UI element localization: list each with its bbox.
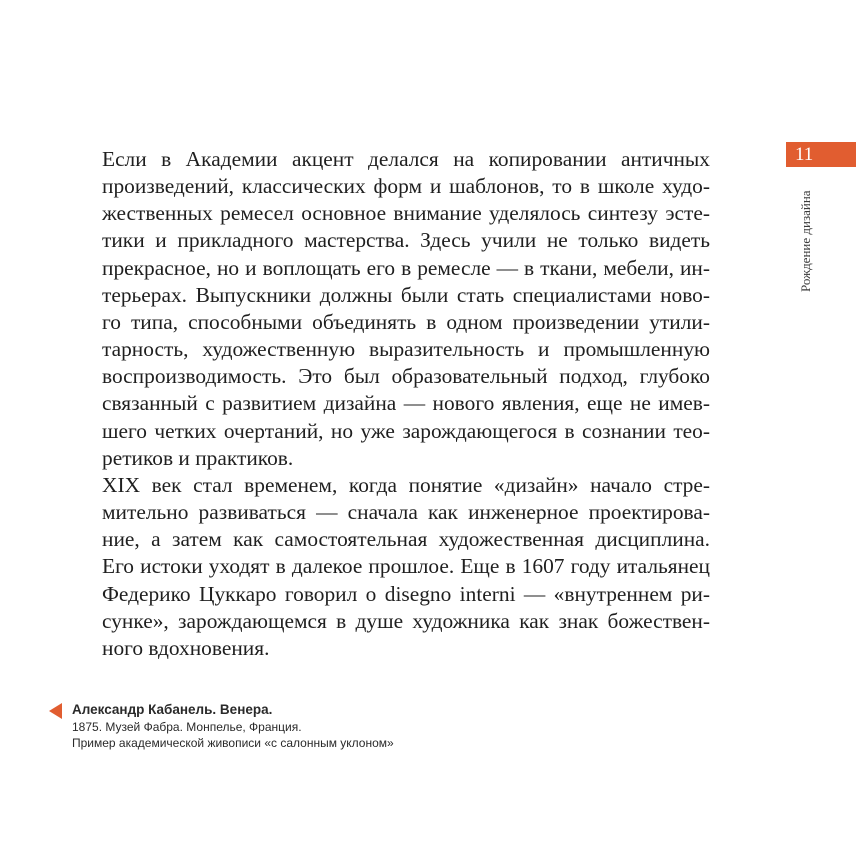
image-caption [72, 701, 394, 751]
caption-line: Пример академической живописи «с салонным уклоном» [72, 736, 394, 750]
text-line: терьерах. Выпускники должны были стать специалистами ново- [102, 282, 710, 307]
text-line: XIX век стал временем, когда понятие «дизайн» начало стре- [102, 472, 710, 497]
text-line: жественных ремесел основное внимание уделялось синтезу эсте- [102, 201, 710, 226]
text-line: связанный с развитием дизайна — нового явления, еще не имев- [102, 391, 710, 416]
text-line: воспроизводимость. Это был образовательный подход, глубоко [102, 364, 710, 389]
text-line: мительно развиваться — сначала как инженерное проектирова- [102, 500, 710, 525]
text-line: Федерико Цуккаро говорил о disegno interni — «внутреннем ри- [102, 581, 710, 606]
text-line: прекрасное, но и воплощать его в ремесле — в ткани, мебели, ин- [102, 255, 710, 280]
text-line: ретиков и практиков. [102, 445, 294, 470]
text-line: ного вдохновения. [102, 635, 270, 660]
text-line: произведений, классических форм и шаблонов, то в школе худо- [102, 174, 710, 199]
page-number-badge [786, 142, 856, 167]
text-line: тики и прикладного мастерства. Здесь учили не только видеть [102, 228, 710, 253]
text-line: шего четких очертаний, но уже зарождающегося в сознании тео- [102, 418, 710, 443]
text-line: го типа, способными объединять в одном произведении утили- [102, 309, 710, 334]
text-line: ние, а затем как самостоятельная художественная дисциплина. [102, 527, 710, 552]
paragraph-2 [72, 472, 710, 662]
caption-pointer-icon [49, 703, 62, 719]
main-text [72, 146, 710, 662]
page-number: 11 [795, 144, 814, 165]
text-line: Если в Академии акцент делался на копировании античных [102, 147, 710, 171]
text-line: тарность, художественную выразительность и промышленную [102, 337, 710, 362]
text-line: сунке», зарождающемся в душе художника как знак божествен- [102, 608, 710, 633]
paragraph-1 [72, 146, 710, 472]
text-line: Его истоки уходят в далекое прошлое. Еще в 1607 году итальянец [102, 554, 710, 579]
caption-line: 1875. Музей Фабра. Монпелье, Франция. [72, 720, 302, 734]
running-head: Рождение дизайна [798, 190, 813, 292]
caption-title: Александр Кабанель. Венера. [72, 702, 273, 717]
